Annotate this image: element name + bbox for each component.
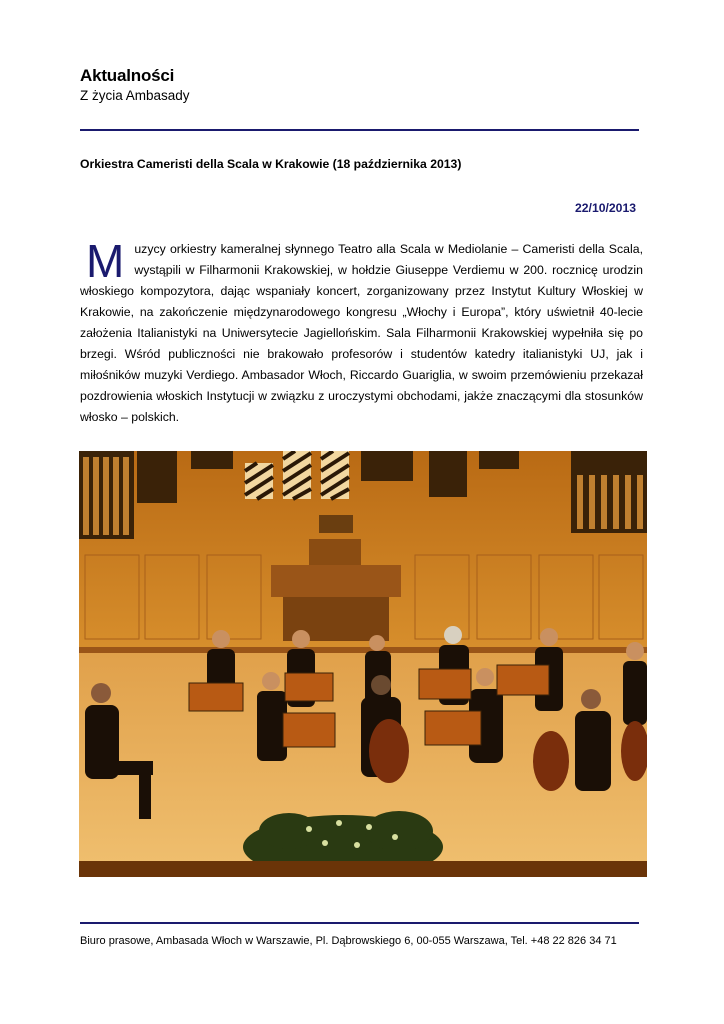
article-body [80, 235, 643, 428]
section-title: Aktualności [80, 66, 175, 85]
article-date: 22/10/2013 [575, 201, 636, 215]
article-body-text: uzycy orkiestry kameralnej słynnego Teatro alla Scala w Mediolanie – Cameristi della Scala, wystąpili w Filharmonii Krakowskiej, w hołdzie Giuseppe Verdiemu w 200. rocznicę urodzin włoskiego kompozytora, dając wspaniały koncert, zorganizowany przez Instytut Kultury Włoskiej w Krakowie, na zakończenie międzynarodowego kongresu „Włochy i Europa”, który uświetnił 40-lecie założenia Italianistyki na Uniwersytecie Jagiellońskim. Sala Filharmonii Krakowskiej wypełniła się po brzegi. Wśród publiczności nie brakowało profesorów i studentów katedry italianistyki UJ, jak i miłośników muzyki Verdiego. Ambasador Włoch, Riccardo Guariglia, w swoim przemówieniu przekazał pozdrowienia włoskich Instytucji w związku z uroczystymi obchodami, jakże znaczącymi dla stosunków włosko – polskich. [80, 242, 643, 424]
header-divider [80, 129, 639, 131]
section-subtitle: Z życia Ambasady [80, 88, 190, 103]
concert-photo-illustration [79, 451, 647, 877]
footer-divider [80, 922, 639, 924]
drop-cap: M [86, 235, 125, 287]
article-title: Orkiestra Cameristi della Scala w Krakowie (18 października 2013) [80, 157, 462, 171]
footer-contact: Biuro prasowe, Ambasada Włoch w Warszawie, Pl. Dąbrowskiego 6, 00-055 Warszawa, Tel. +48 22 826 34 71 [80, 935, 617, 947]
concert-photo [79, 451, 647, 877]
